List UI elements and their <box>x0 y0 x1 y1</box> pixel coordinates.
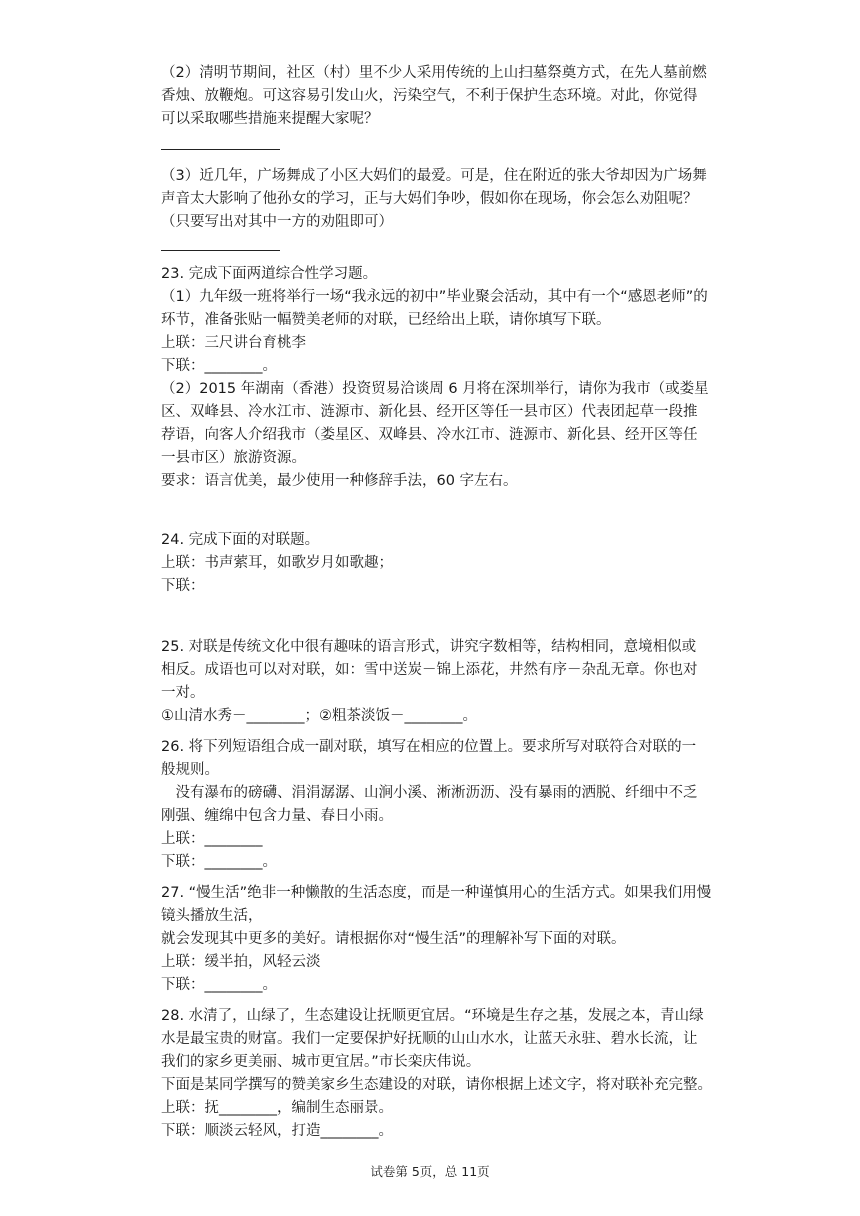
q26-upper-couplet: 上联：________ <box>161 831 263 847</box>
q25-line: 相反。成语也可以对对联，如：雪中送炭－锦上添花，井然有序－杂乱无章。你也对 <box>161 662 698 678</box>
q23-line: （1）九年级一班将举行一场“我永远的初中”毕业聚会活动，其中有一个“感恩老师”的 <box>161 289 708 305</box>
q22-p3-line-3: （只要写出对其中一方的劝阻即可） <box>161 214 393 230</box>
q26-title: 26. 将下列短语组合成一副对联，填写在相应的位置上。要求所写对联符合对联的一 <box>161 739 697 755</box>
q27-line: 镜头播放生活， <box>161 908 263 924</box>
q27-upper-couplet: 上联：缓半拍，风轻云淡 <box>161 954 321 970</box>
q22-p3-line-2: 声音太大影响了他孙女的学习，正与大妈们争吵，假如你在现场，你会怎么劝阻呢？ <box>161 191 698 207</box>
q22-p2-line-1: （2）清明节期间，社区（村）里不少人采用传统的上山扫墓祭奠方式，在先人墓前燃 <box>161 65 707 81</box>
q25-answer-line: ①山清水秀－________；②粗茶淡饭－________。 <box>161 708 477 724</box>
answer-blank-line[interactable] <box>161 249 280 251</box>
page-footer: 试卷第 5页，总 11页 <box>370 1164 490 1179</box>
q26-lower-couplet: 下联：________。 <box>161 854 277 870</box>
q23-line: 一县市区）旅游资源。 <box>161 450 306 466</box>
q23-title: 23. 完成下面两道综合性学习题。 <box>161 266 378 282</box>
q23-upper-couplet: 上联：三尺讲台育桃李 <box>161 335 306 351</box>
q26-phrases: 没有瀑布的磅礴、涓涓潺潺、山涧小溪、淅淅沥沥、没有暴雨的洒脱、纤细中不乏 <box>161 785 698 801</box>
q25-line: 一对。 <box>161 685 205 701</box>
q25-title: 25. 对联是传统文化中很有趣味的语言形式，讲究字数相等，结构相同，意境相似或 <box>161 639 697 655</box>
q28-line: 水是最宝贵的财富。我们一定要保护好抚顺的山山水水，让蓝天永驻、碧水长流，让 <box>161 1031 698 1047</box>
q23-line: （2）2015 年湖南（香港）投资贸易洽谈周 6 月将在深圳举行，请你为我市（或娄星 <box>161 381 709 397</box>
q22-p2-line-3: 可以采取哪些措施来提醒大家呢？ <box>161 111 379 127</box>
q23-line: 荐语，向客人介绍我市（娄星区、双峰县、冷水江市、涟源市、新化县、经开区等任 <box>161 427 698 443</box>
q28-lower-couplet: 下联：顺淡云轻风，打造________。 <box>161 1123 393 1139</box>
q28-upper-couplet: 上联：抚________，编制生态丽景。 <box>161 1100 393 1116</box>
q26-line: 般规则。 <box>161 762 219 778</box>
q28-line: 我们的家乡更美丽、城市更宜居。”市长栾庆伟说。 <box>161 1054 481 1070</box>
q22-p2-line-2: 香烛、放鞭炮。可这容易引发山火，污染空气，不利于保护生态环境。对此，你觉得 <box>161 88 698 104</box>
q23-requirement: 要求：语言优美，最少使用一种修辞手法，60 字左右。 <box>161 473 518 489</box>
q26-phrases: 刚强、缠绵中包含力量、春日小雨。 <box>161 808 393 824</box>
q24-upper-couplet: 上联：书声萦耳，如歌岁月如歌趣； <box>161 555 393 571</box>
q27-line: 就会发现其中更多的美好。请根据你对“慢生活”的理解补写下面的对联。 <box>161 931 626 947</box>
q23-lower-couplet: 下联：________。 <box>161 358 277 374</box>
q24-title: 24. 完成下面的对联题。 <box>161 532 320 548</box>
q23-line: 环节，准备张贴一幅赞美老师的对联，已经给出上联，请你填写下联。 <box>161 312 611 328</box>
q28-line: 下面是某同学撰写的赞美家乡生态建设的对联，请你根据上述文字，将对联补充完整。 <box>161 1077 712 1093</box>
q27-lower-couplet: 下联：________。 <box>161 977 277 993</box>
q23-line: 区、双峰县、冷水江市、涟源市、新化县、经开区等任一县市区）代表团起草一段推 <box>161 404 698 420</box>
q24-lower-couplet: 下联： <box>161 578 205 594</box>
q28-title: 28. 水清了，山绿了，生态建设让抚顺更宜居。“环境是生存之基，发展之本，青山绿 <box>161 1008 704 1024</box>
answer-blank-line[interactable] <box>161 148 280 150</box>
q27-title: 27. “慢生活”绝非一种懒散的生活态度，而是一种谨慎用心的生活方式。如果我们用慢 <box>161 885 712 901</box>
q22-p3-line-1: （3）近几年，广场舞成了小区大妈们的最爱。可是，住在附近的张大爷却因为广场舞 <box>161 168 707 184</box>
